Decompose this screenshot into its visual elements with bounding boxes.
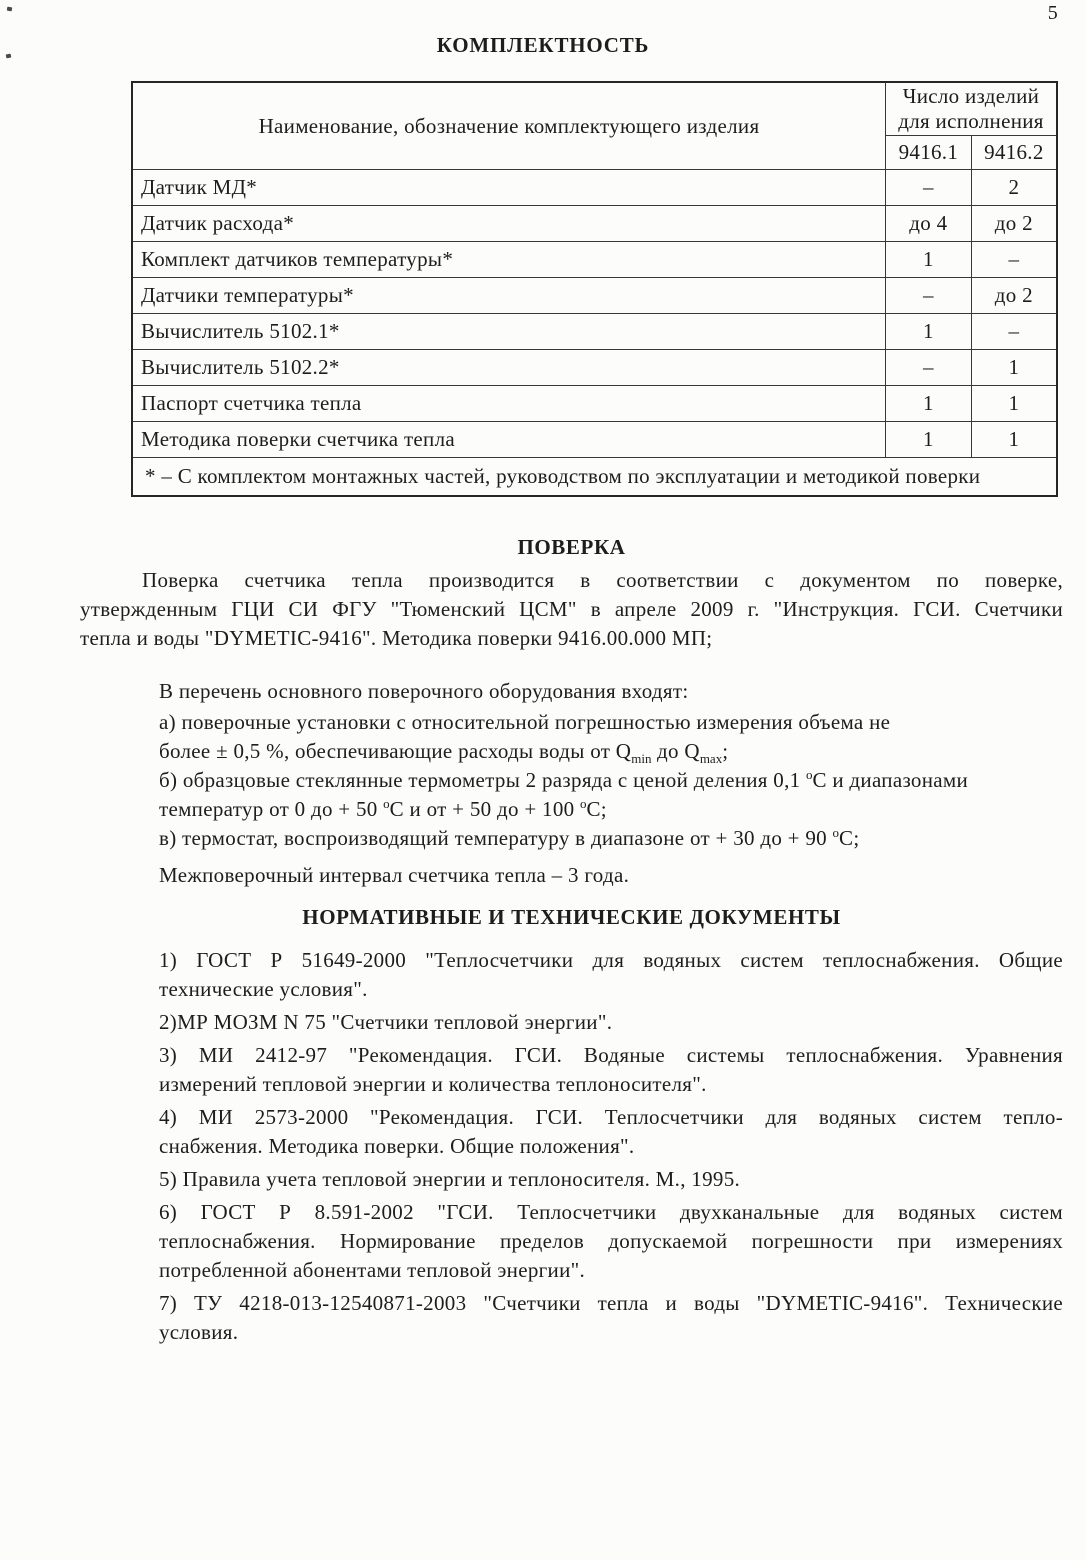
page-body [80,534,1063,1347]
list-item-b-text: С; [586,797,607,821]
section-title-completeness: КОМПЛЕКТНОСТЬ [436,33,650,57]
name-header-cell: Наименование, обозначение комплектующего изделия [132,82,886,170]
completeness-table [131,81,1058,497]
doc-line: 3) МИ 2412-97 "Рекомендация. ГСИ. Водяные системы теплоснабжения. Уравнения [159,1043,1063,1067]
table-row [132,278,1057,314]
documents-list [80,946,1063,1347]
doc-line: 7) ТУ 4218-013-12540871-2003 "Счетчики тепла и воды "DYMETIC-9416". Технические [159,1291,1063,1315]
table-footnote-row [132,458,1057,497]
document-item-6 [159,1198,1063,1285]
table-row [132,206,1057,242]
table-footnote: * – С комплектом монтажных частей, руководством по эксплуатации и методикой поверки [132,458,1057,497]
paragraph-line: утвержденным ГЦИ СИ ФГУ "Тюменский ЦСМ" в апреле 2009 г. "Инструкция. ГСИ. Счетчики [80,597,1063,621]
qty-header-line: Число изделий [902,84,1040,108]
qty-cell-9416-2: 1 [971,350,1057,386]
subscript-qmin: min [631,751,652,767]
paragraph-line: Поверка счетчика тепла производится в соответствии с документом по поверке, [142,568,1063,592]
qty-cell-9416-1: до 4 [886,206,972,242]
list-item-b-line [159,795,1063,824]
table-row [132,350,1057,386]
qty-cell-9416-2: – [971,314,1057,350]
doc-line: снабжения. Методика поверки. Общие положения". [159,1134,635,1158]
list-item-a-text: ; [722,739,729,763]
doc-line: 5) Правила учета тепловой энергии и теплоносителя. М., 1995. [159,1167,741,1191]
table-row [132,386,1057,422]
qty-cell-9416-2: 1 [971,422,1057,458]
list-item-b-text: б) образцовые стеклянные термометры 2 разряда с ценой деления 0,1 [159,768,806,792]
paragraph-line: тепла и воды "DYMETIC-9416". Методика поверки 9416.00.000 МП; [80,626,713,650]
doc-line: 2)МР МОЗМ N 75 "Счетчики тепловой энергии". [159,1010,613,1034]
degree-superscript: о [832,825,840,840]
list-item-a-text: до Q [651,739,700,763]
doc-line: измерений тепловой энергии и количества теплоносителя". [159,1072,707,1096]
document-item-7 [159,1289,1063,1347]
verification-paragraph [80,566,1063,653]
equipment-list [159,708,1063,853]
item-name-cell: Датчик расхода* [132,206,886,242]
qty-cell-9416-2: до 2 [971,206,1057,242]
list-item-b-text: температур от 0 до + 50 [159,797,384,821]
qty-cell-9416-1: 1 [886,386,972,422]
doc-line: 1) ГОСТ Р 51649-2000 "Теплосчетчики для водяных систем теплоснабжения. Общие [159,948,1063,972]
doc-line: технические условия". [159,977,368,1001]
document-item-5 [159,1165,1063,1194]
document-item-3 [159,1041,1063,1099]
qty-cell-9416-1: 1 [886,242,972,278]
model-col-9416-1: 9416.1 [886,136,972,170]
list-item-v-text: в) термостат, воспроизводящий температуру в диапазоне от + 30 до + 90 [159,826,833,850]
qty-cell-9416-2: до 2 [971,278,1057,314]
document-item-4 [159,1103,1063,1161]
degree-superscript: о [383,796,390,811]
degree-superscript: о [805,767,813,782]
item-name-cell: Вычислитель 5102.1* [132,314,886,350]
model-col-9416-2: 9416.2 [971,136,1057,170]
document-item-1 [159,946,1063,1004]
table-row [132,242,1057,278]
doc-line: условия. [159,1320,239,1344]
equipment-intro: В перечень основного поверочного оборудования входят: [159,679,689,703]
item-name-cell: Комплект датчиков температуры* [132,242,886,278]
page-number: 5 [1047,2,1058,24]
list-item-b-line [159,766,1063,795]
qty-cell-9416-1: 1 [886,422,972,458]
doc-line: потребленной абонентами тепловой энергии". [159,1258,586,1282]
list-item-b-text: С и диапазонами [812,768,969,792]
section-title-documents: НОРМАТИВНЫЕ И ТЕХНИЧЕСКИЕ ДОКУМЕНТЫ [302,905,841,929]
qty-cell-9416-1: 1 [886,314,972,350]
doc-line: 6) ГОСТ Р 8.591-2002 "ГСИ. Теплосчетчики двухканальные для водяных систем [159,1200,1063,1224]
item-name-cell: Вычислитель 5102.2* [132,350,886,386]
list-item-a-line: а) поверочные установки с относительной погрешностью измерения объема не [159,710,891,734]
section-title-verification: ПОВЕРКА [517,535,626,559]
calibration-interval: Межповерочный интервал счетчика тепла – 3 года. [159,863,630,887]
qty-cell-9416-2: 1 [971,386,1057,422]
doc-line: 4) МИ 2573-2000 "Рекомендация. ГСИ. Теплосчетчики для водяных систем тепло- [159,1105,1063,1129]
qty-cell-9416-1: – [886,350,972,386]
document-item-2 [159,1008,1063,1037]
degree-superscript: о [579,796,587,811]
list-item-a-text: более ± 0,5 %, обеспечивающие расходы воды от Q [159,739,632,763]
subscript-qmax: max [699,751,723,767]
item-name-cell: Датчики температуры* [132,278,886,314]
table-header-row [132,82,1057,136]
scan-speck [7,7,13,12]
qty-header-cell [886,82,1058,136]
table-row [132,314,1057,350]
item-name-cell: Датчик МД* [132,170,886,206]
qty-cell-9416-1: – [886,278,972,314]
item-name-cell: Методика поверки счетчика тепла [132,422,886,458]
table-row [132,422,1057,458]
qty-cell-9416-1: – [886,170,972,206]
item-name-cell: Паспорт счетчика тепла [132,386,886,422]
qty-header-line: для исполнения [898,109,1044,133]
list-item-a-line [159,737,1063,766]
qty-cell-9416-2: 2 [971,170,1057,206]
doc-line: теплоснабжения. Нормирование пределов допускаемой погрешности при измерениях [159,1229,1063,1253]
qty-cell-9416-2: – [971,242,1057,278]
list-item-v-line [159,824,1063,853]
table-row [132,170,1057,206]
list-item-v-text: С; [839,826,860,850]
list-item-b-text: С и от + 50 до + 100 [389,797,580,821]
